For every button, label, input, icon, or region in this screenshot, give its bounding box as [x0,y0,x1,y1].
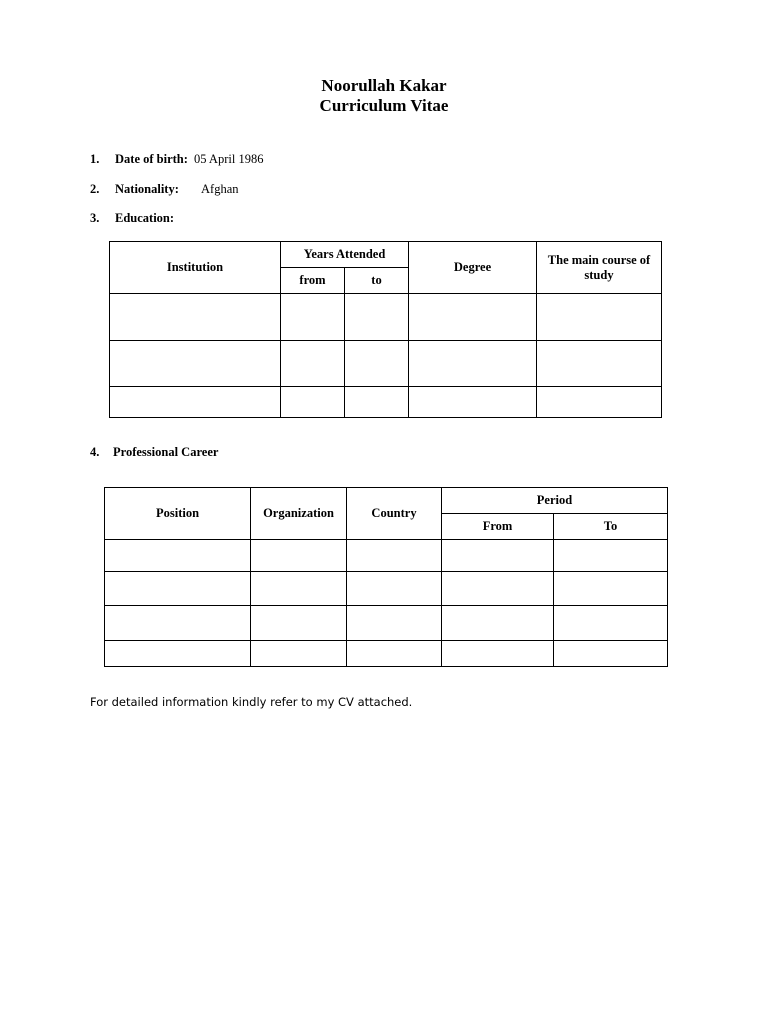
table-row [105,641,668,667]
table-cell [409,387,537,418]
table-cell [281,341,345,387]
header-position: Position [105,488,251,540]
education-label: Education: [115,211,175,225]
table-cell [554,606,668,641]
table-cell [442,572,554,606]
header-period: Period [442,488,668,514]
nationality-value: Afghan [201,182,239,196]
table-cell [537,341,662,387]
table-cell [251,641,347,667]
header-years-attended: Years Attended [281,242,409,268]
item-number: 3. [90,211,100,225]
table-cell [110,294,281,341]
education-table [109,241,662,418]
header-to: to [345,268,409,294]
table-cell [442,606,554,641]
table-row [105,540,668,572]
header-institution: Institution [110,242,281,294]
item-number: 1. [90,152,100,166]
table-cell [442,540,554,572]
table-cell [347,540,442,572]
table-cell [281,294,345,341]
date-of-birth-value: 05 April 1986 [194,152,264,166]
header-organization: Organization [251,488,347,540]
header-to: To [554,514,668,540]
table-row [105,606,668,641]
table-cell [105,540,251,572]
table-row [105,572,668,606]
date-of-birth-label: Date of birth: [115,152,188,166]
header-country: Country [347,488,442,540]
table-cell [281,387,345,418]
table-cell [554,572,668,606]
table-cell [409,294,537,341]
table-cell [347,641,442,667]
document-subtitle: Curriculum Vitae [319,96,449,115]
header-degree: Degree [409,242,537,294]
header-from: from [281,268,345,294]
table-cell [537,294,662,341]
table-row [110,387,662,418]
header-main-course: The main course of study [537,242,662,294]
table-cell [251,540,347,572]
table-cell [347,572,442,606]
table-cell [442,641,554,667]
professional-career-label: Professional Career [113,445,219,459]
table-row [110,341,662,387]
applicant-name: Noorullah Kakar [321,76,447,95]
table-cell [345,387,409,418]
document-title [0,76,768,116]
item-number: 4. [90,445,100,459]
career-table [104,487,668,667]
table-cell [105,606,251,641]
item-number: 2. [90,182,100,196]
table-cell [105,641,251,667]
table-cell [409,341,537,387]
header-from: From [442,514,554,540]
table-cell [110,387,281,418]
table-cell [251,572,347,606]
table-row [110,294,662,341]
table-cell [554,540,668,572]
table-cell [345,294,409,341]
table-cell [537,387,662,418]
table-cell [110,341,281,387]
table-cell [345,341,409,387]
footer-note: For detailed information kindly refer to my CV attached. [90,695,413,709]
table-cell [251,606,347,641]
table-cell [554,641,668,667]
table-cell [105,572,251,606]
table-cell [347,606,442,641]
nationality-label: Nationality: [115,182,179,196]
